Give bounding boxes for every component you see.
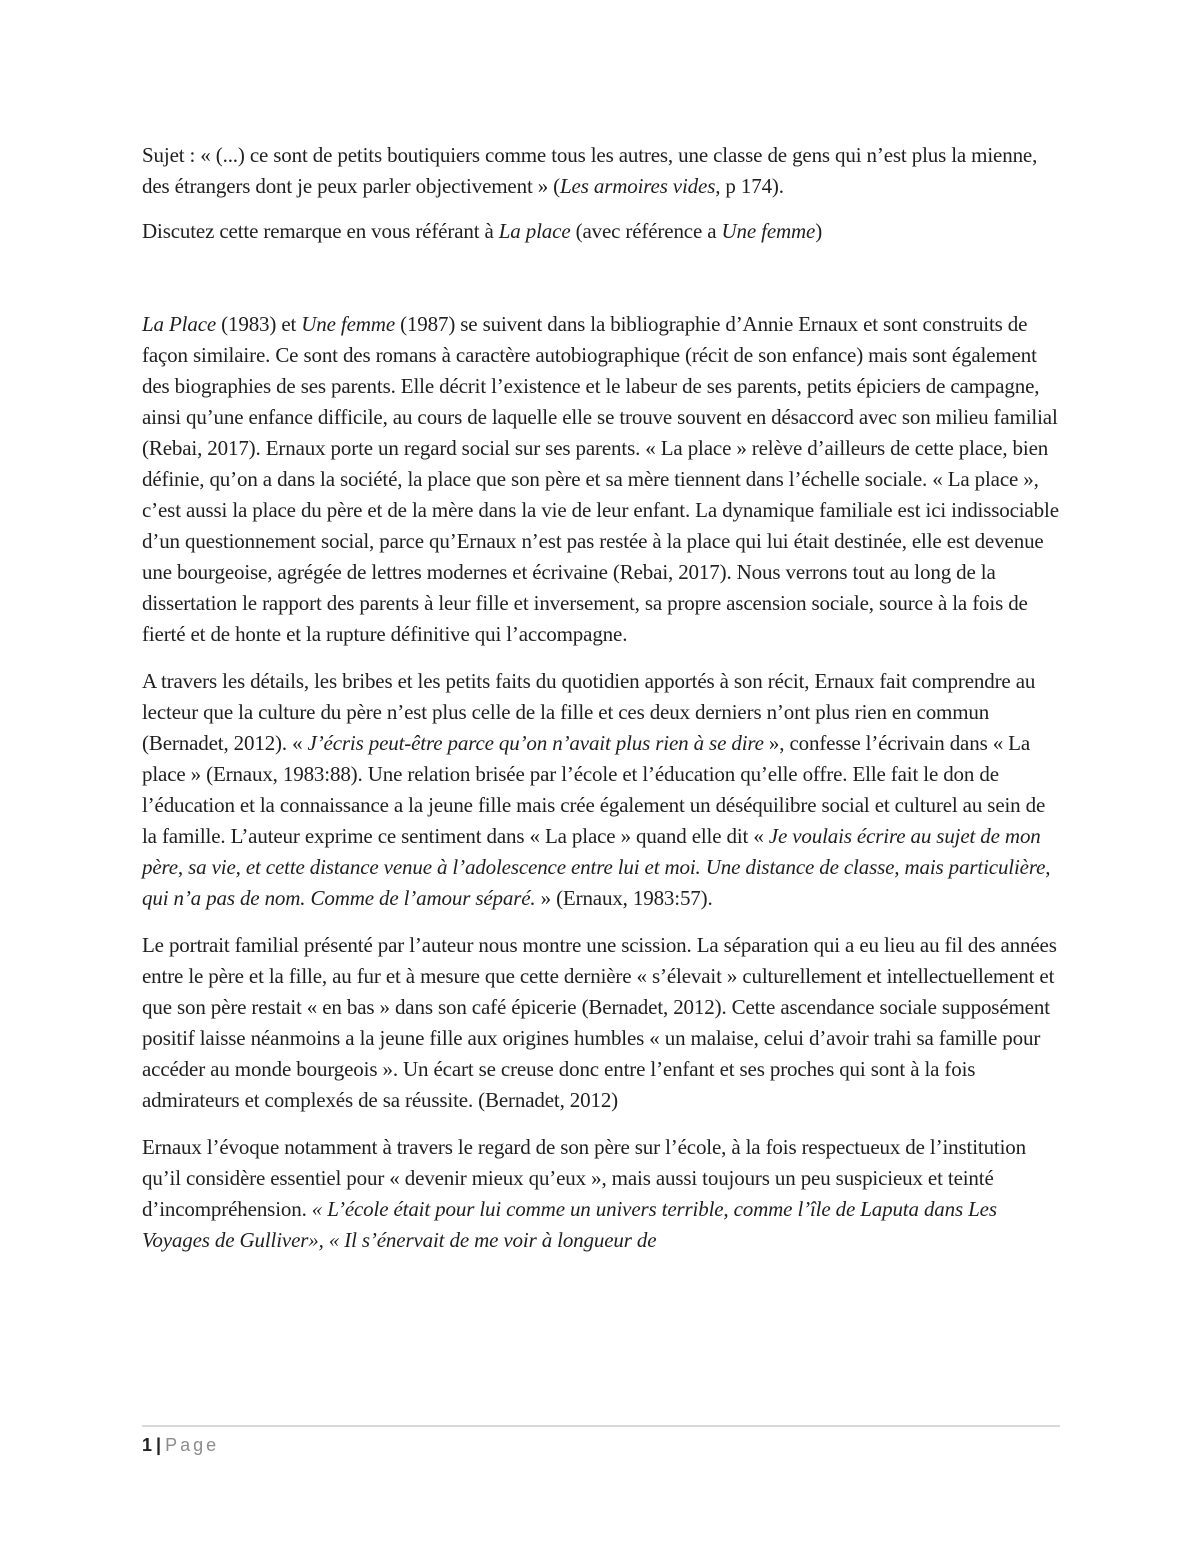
page-separator: | bbox=[156, 1435, 162, 1455]
page-number: 1 bbox=[142, 1435, 153, 1455]
paragraph-portrait bbox=[142, 930, 1060, 1116]
subject-quote-text: Sujet : « (...) ce sont de petits boutiquiers comme tous les autres, une classe de gens qui n’est plus la mienne, des étrangers dont je peux parler objectivement » ( bbox=[142, 143, 1038, 198]
instruction-book-une-femme: Une femme bbox=[721, 219, 816, 243]
instruction-text-b: (avec référence a bbox=[570, 219, 722, 243]
culture-quote-ecris: J’écris peut-être parce qu’on n’avait plus rien à se dire bbox=[307, 731, 764, 755]
document-body bbox=[142, 140, 1060, 1256]
paragraph-introduction bbox=[142, 309, 1060, 650]
subject-quote-reference: , p 174). bbox=[715, 174, 784, 198]
subject-quote-book-title: Les armoires vides bbox=[560, 174, 716, 198]
page-label: Page bbox=[165, 1435, 220, 1455]
subject-quote bbox=[142, 140, 1060, 202]
instruction-book-la-place: La place bbox=[498, 219, 571, 243]
culture-text-b: », confesse l’écrivain dans « La place » (Ernaux, 1983:88). Une relation brisée par l’école et l’éducation qu’elle offre. Elle fait le don de l’éducation et la connaissance a la jeune fille mais crée également un déséquilibre social et culturel au sein de la famille. L’auteur exprime ce sentiment dans « La place » quand elle dit « bbox=[142, 731, 1046, 848]
culture-quote-voulais: Je voulais écrire au sujet de mon père, sa vie, et cette distance venue à l’adolescence entre lui et moi. Une distance de classe, mais particulière, qui n’a pas de nom. Comme de l’amour séparé. bbox=[142, 824, 1051, 910]
culture-text-c: » (Ernaux, 1983:57). bbox=[535, 886, 713, 910]
intro-book-la-place: La Place bbox=[142, 312, 217, 336]
footer-divider bbox=[142, 1425, 1060, 1427]
ecole-text: Ernaux l’évoque notamment à travers le regard de son père sur l’école, à la fois respectueux de l’institution qu’il considère essentiel pour « devenir mieux qu’eux », mais aussi toujours un peu suspicieux et teinté d’incompréhension. bbox=[142, 1135, 1026, 1221]
intro-text-b: (1987) se suivent dans la bibliographie d’Annie Ernaux et sont construits de façon similaire. Ce sont des romans à caractère autobiographique (récit de son enfance) mais sont également des biographies de ses parents. Elle décrit l’existence et le labeur de ses parents, petits épiciers de campagne, ainsi qu’une enfance difficile, au cours de laquelle elle se trouve souvent en désaccord avec son milieu familial (Rebai, 2017). Ernaux porte un regard social sur ses parents. « La place » relève d’ailleurs de cette place, bien définie, qu’on a dans la société, la place que son père et sa mère tiennent dans l’échelle sociale. « La place », c’est aussi la place du père et de la mère dans la vie de leur enfant. La dynamique familiale est ici indissociable d’un questionnement social, parce qu’Ernaux n’est pas restée à la place qui lui était destinée, elle est devenue une bourgeoise, agrégée de lettres modernes et écrivaine (Rebai, 2017). Nous verrons tout au long de la dissertation le rapport des parents à leur fille et inversement, sa propre ascension sociale, source à la fois de fierté et de honte et la rupture définitive qui l’accompagne. bbox=[142, 312, 1059, 646]
page-footer bbox=[142, 1432, 219, 1458]
ecole-quote: « L’école était pour lui comme un univers terrible, comme l’île de Laputa dans Les Voyages de Gulliver», « Il s’énervait de me voir à longueur de bbox=[142, 1197, 997, 1252]
subject-instruction bbox=[142, 216, 1060, 247]
portrait-text: Le portrait familial présenté par l’auteur nous montre une scission. La séparation qui a eu lieu au fil des années entre le père et la fille, au fur et à mesure que cette dernière « s’élevait » culturellement et intellectuellement et que son père restait « en bas » dans son café épicerie (Bernadet, 2012). Cette ascendance sociale supposément positif laisse néanmoins a la jeune fille aux origines humbles « un malaise, celui d’avoir trahi sa famille pour accéder au monde bourgeois ». Un écart se creuse donc entre l’enfant et ses proches qui sont à la fois admirateurs et complexés de sa réussite. (Bernadet, 2012) bbox=[142, 933, 1057, 1112]
culture-text-a: A travers les détails, les bribes et les petits faits du quotidien apportés à son récit, Ernaux fait comprendre au lecteur que la culture du père n’est plus celle de la fille et ces deux derniers n’ont plus rien en commun (Bernadet, 2012). « bbox=[142, 669, 1036, 755]
paragraph-culture bbox=[142, 666, 1060, 914]
paragraph-ecole bbox=[142, 1132, 1060, 1256]
intro-text-a: (1983) et bbox=[216, 312, 302, 336]
intro-book-une-femme: Une femme bbox=[301, 312, 395, 336]
instruction-text-c: ) bbox=[815, 219, 823, 243]
instruction-text-a: Discutez cette remarque en vous référant à bbox=[142, 219, 499, 243]
